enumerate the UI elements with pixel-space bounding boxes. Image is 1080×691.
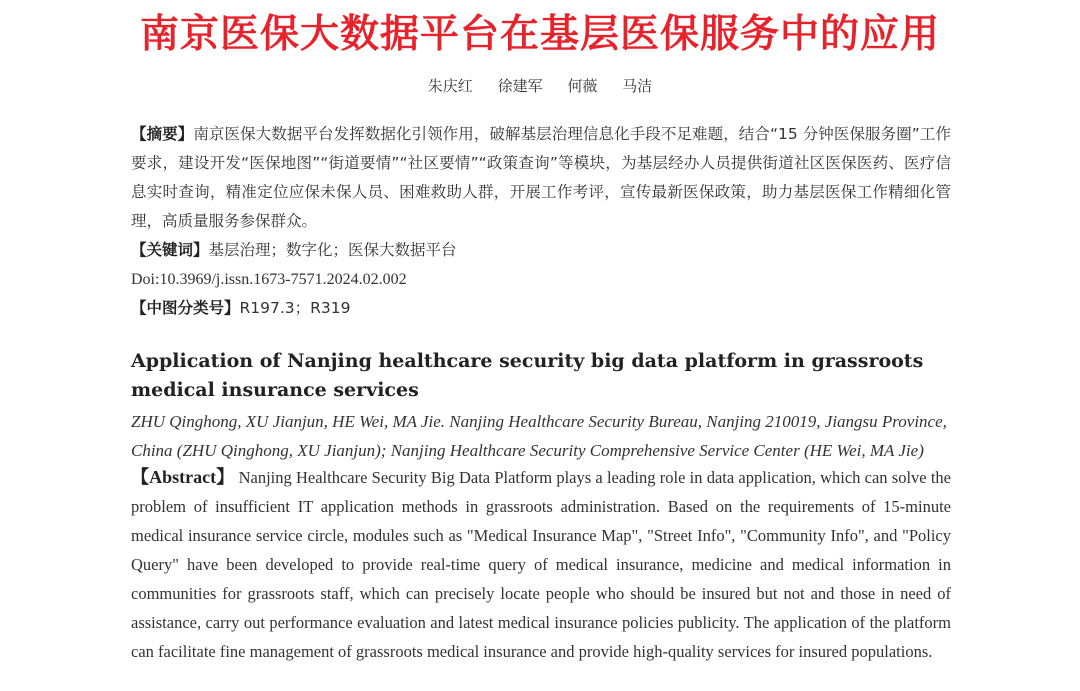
cn-keywords-text: 基层治理；数字化；医保大数据平台 (208, 241, 457, 259)
author-list (0, 74, 1080, 98)
cn-keywords-label: 【关键词】 (131, 241, 209, 259)
cn-abstract (131, 120, 951, 236)
author-name: 朱庆红 (427, 77, 473, 95)
page-title: 南京医保大数据平台在基层医保服务中的应用 (139, 12, 940, 57)
chinese-abstract-block (131, 120, 951, 323)
english-title: Application of Nanjing healthcare security big data platform in grassroots medical insurance services (131, 350, 924, 401)
doi: Doi:10.3969/j.issn.1673-7571.2024.02.002 (131, 271, 407, 288)
cn-keywords (131, 236, 951, 265)
author-name: 何薇 (567, 77, 598, 95)
cn-clc (131, 294, 951, 323)
cn-abstract-label: 【摘要】 (131, 125, 194, 143)
author-name: 马洁 (622, 77, 653, 95)
author-name: 徐建军 (497, 77, 543, 95)
cn-clc-text: R197.3；R319 (239, 299, 351, 317)
cn-abstract-text: 南京医保大数据平台发挥数据化引领作用，破解基层治理信息化手段不足难题，结合“15 分钟医保服务圈”工作要求，建设开发“医保地图”“街道要情”“社区要情”“政策查询”等模块，为基层经办人员提供街道社区医保医药、医疗信息实时查询，精准定位应保未保人员、困难救助人群，开展工作考评，宣传最新医保政策，助力基层医保工作精细化管理，高质量服务参保群众。 (131, 125, 951, 230)
english-abstract (131, 463, 951, 666)
en-abstract-label: 【Abstract】 (131, 467, 235, 487)
english-authors: ZHU Qinghong, XU Jianjun, HE Wei, MA Jie. Nanjing Healthcare Security Bureau, Nanjing 210019, Jiangsu Province, China (ZHU Qinghong, XU Jianjun); Nanjing Healthcare Security Comprehensive Service Center (HE Wei, MA Jie) (131, 412, 947, 460)
en-abstract-text: Nanjing Healthcare Security Big Data Platform plays a leading role in data application, which can solve the problem of insufficient IT application methods in grassroots administration. Based on the requirements of 15-minute medical insurance service circle, modules such as "Medical Insurance Map", "Street Info", "Community Info", and "Policy Query" have been developed to provide real-time query of medical insurance, medicine and medical information in communities for grassroots staff, which can precisely locate people who should be insured but not and those in need of assistance, carry out performance evaluation and latest medical insurance policies publicity. The application of the platform can facilitate fine management of grassroots medical insurance and provide high-quality services for insured populations. (131, 468, 952, 661)
cn-clc-label: 【中图分类号】 (131, 299, 240, 317)
